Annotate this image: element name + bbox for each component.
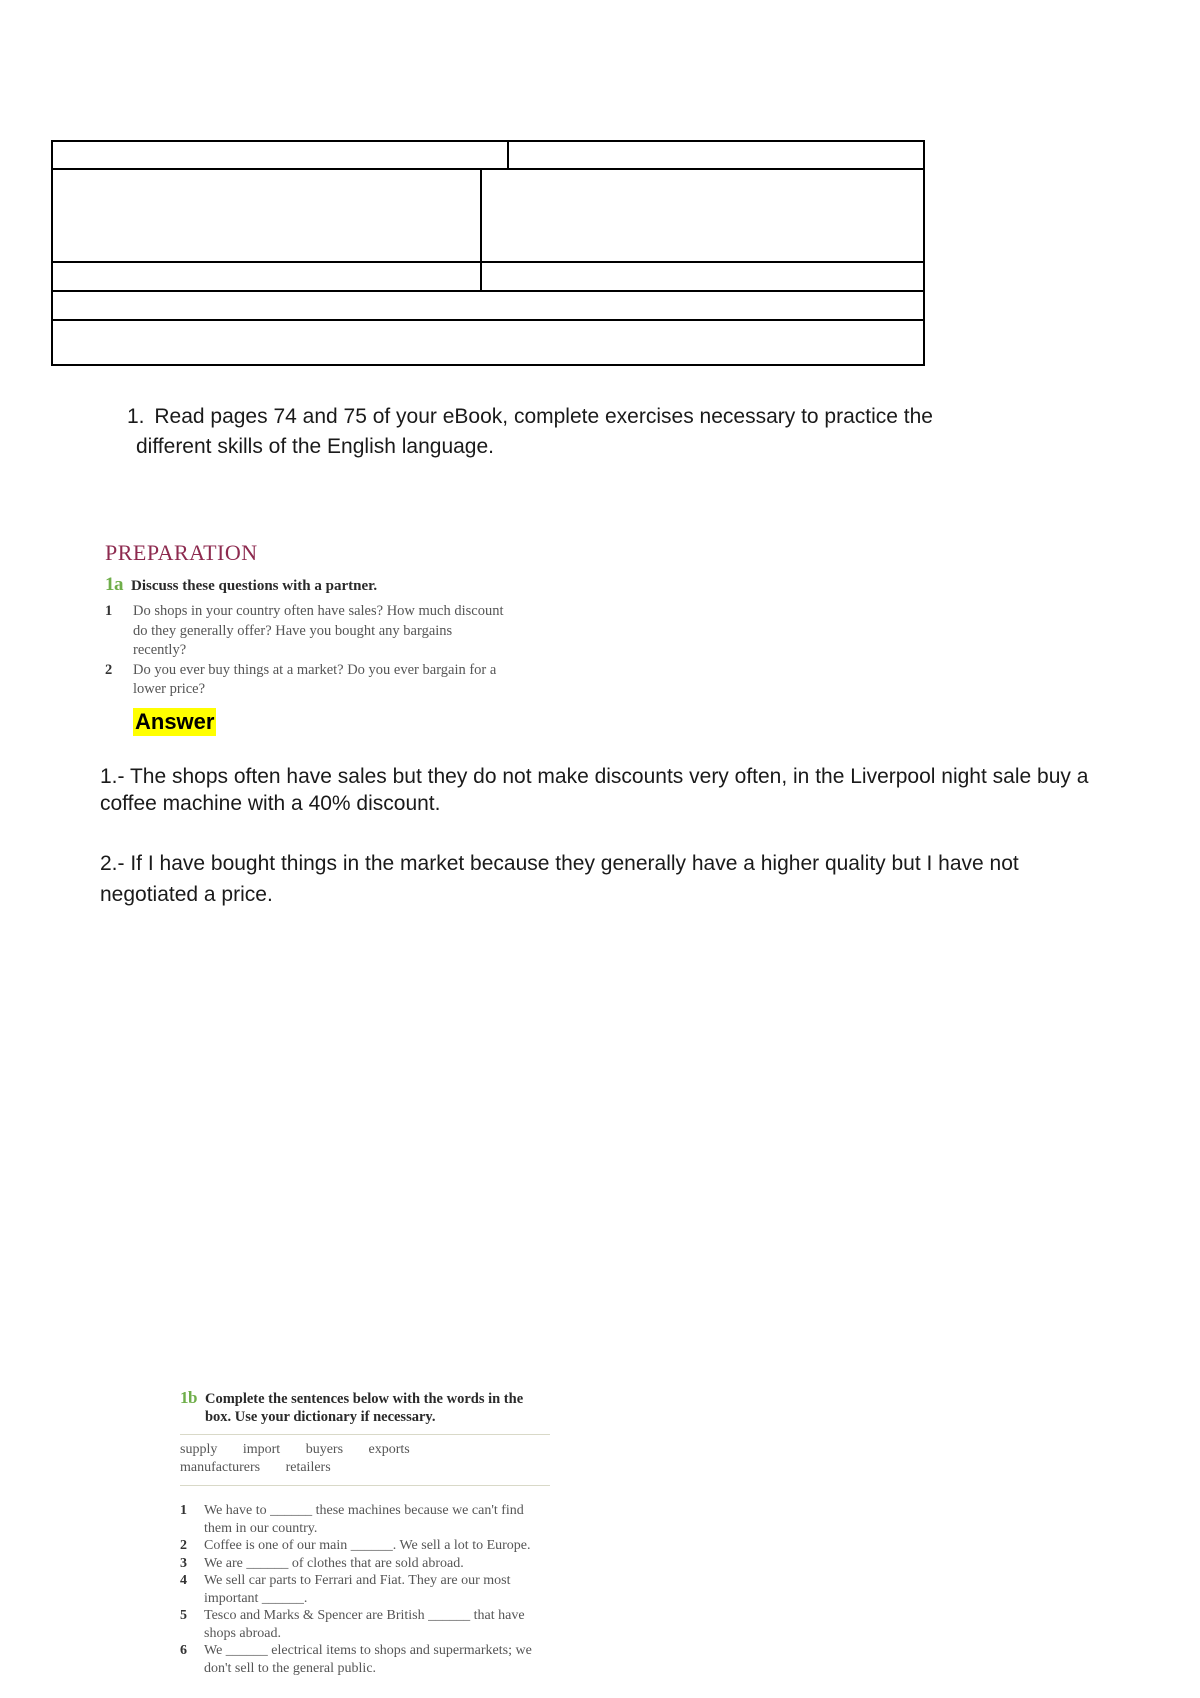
instruction-line-1: Read pages 74 and 75 of your eBook, complete exercises necessary to practice the (154, 405, 933, 428)
sentence-item (180, 1502, 550, 1537)
sentence-item (180, 1607, 550, 1642)
sentence-text: Coffee is one of our main ______. We sell a lot to Europe. (204, 1538, 531, 1553)
word-box-item: import (242, 1442, 281, 1457)
answer-paragraph-1: 1.- The shops often have sales but they do not make discounts very often, in the Liverpool night sale buy a coffee machine with a 40% discount. (100, 765, 1089, 815)
question-number: 1 (105, 603, 113, 619)
exercise-1b-excerpt (180, 1389, 550, 1677)
sentence-item (180, 1537, 550, 1555)
table-border (480, 168, 482, 292)
exercise-instruction: Complete the sentences below with the words in the box. Use your dictionary if necessary. (204, 1391, 524, 1425)
word-box-item: buyers (305, 1442, 344, 1457)
exercise-1a-heading (105, 574, 505, 596)
exercise-instruction: Discuss these questions with a partner. (131, 578, 378, 594)
question-number: 2 (105, 661, 113, 678)
exercise-number: 1b (180, 1388, 197, 1407)
sentence-item (180, 1642, 550, 1677)
sentence-number: 4 (180, 1573, 187, 1588)
word-box-item: manufacturers (180, 1460, 261, 1475)
table-border (51, 290, 925, 292)
sentence-item (180, 1572, 550, 1607)
sentence-text: We ______ electrical items to shops and supermarkets; we don't sell to the general public. (204, 1643, 532, 1676)
table-border (51, 319, 925, 321)
question-text: Do you ever buy things at a market? Do you ever bargain for a lower price? (133, 661, 497, 697)
sentence-item (180, 1555, 550, 1573)
table-border (51, 140, 53, 366)
table-border (507, 140, 509, 170)
instruction-number: 1. (127, 405, 145, 428)
word-box-item: exports (368, 1442, 410, 1457)
table-border (51, 261, 925, 263)
sentence-number: 1 (180, 1503, 187, 1518)
header-table (51, 140, 925, 366)
sentence-number: 3 (180, 1555, 187, 1571)
instruction-line-2: different skills of the English language. (136, 435, 495, 458)
preparation-excerpt (105, 540, 505, 700)
question-item (105, 661, 505, 700)
sentence-number: 5 (180, 1608, 187, 1623)
preparation-title: PREPARATION (105, 540, 258, 565)
answer-label: Answer (135, 709, 215, 734)
question-text: Do shops in your country often have sales? How much discount do they generally offer? Have you bought any bargains recently? (133, 603, 504, 658)
table-border (51, 364, 925, 366)
word-box-item: retailers (285, 1460, 331, 1475)
sentence-number: 2 (180, 1538, 187, 1553)
sentence-text: Tesco and Marks & Spencer are British ______ that have shops abroad. (204, 1608, 525, 1641)
question-item (105, 602, 505, 661)
sentence-text: We sell car parts to Ferrari and Fiat. They are our most important ______. (204, 1573, 511, 1606)
word-box-item: supply (180, 1442, 218, 1457)
word-box (180, 1434, 550, 1486)
table-border (51, 140, 925, 142)
instruction-text (127, 402, 1087, 462)
exercise-number: 1a (105, 574, 123, 595)
table-border (923, 140, 925, 366)
sentence-number: 6 (180, 1643, 187, 1658)
sentence-text: We have to ______ these machines because we can't find them in our country. (204, 1503, 524, 1536)
table-border (51, 168, 925, 170)
answer-paragraph-2: 2.- If I have bought things in the market because they generally have a higher quality but I have not negotiated a price. (100, 852, 1019, 906)
sentence-text: We are ______ of clothes that are sold abroad. (204, 1555, 464, 1571)
exercise-1b-heading (180, 1389, 550, 1426)
